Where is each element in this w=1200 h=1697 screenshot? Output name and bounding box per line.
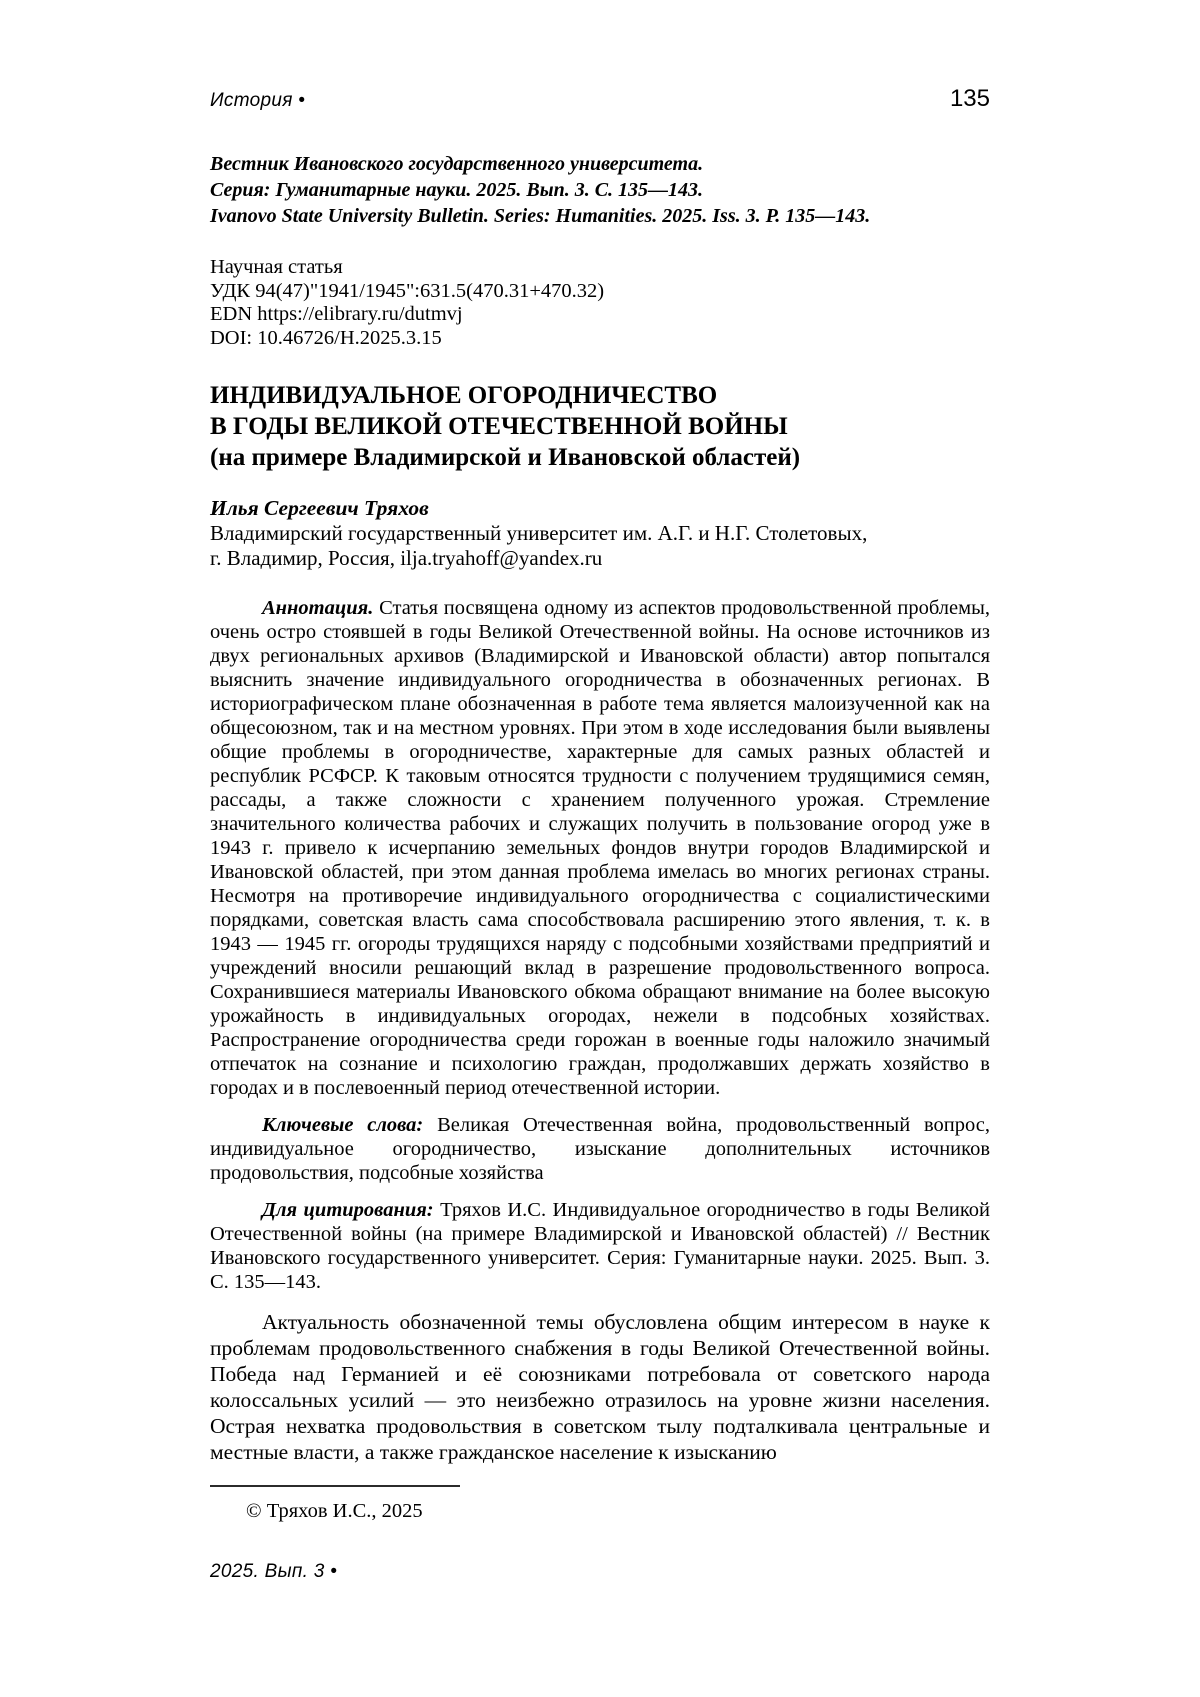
bulletin-info <box>210 151 990 229</box>
article-meta <box>210 256 990 350</box>
edn-line: EDN https://elibrary.ru/dutmvj <box>210 303 463 325</box>
article-title-line-3: (на примере Владимирской и Ивановской областей) <box>210 444 801 471</box>
running-header <box>210 85 990 113</box>
body-paragraph: Актуальность обозначенной темы обусловлена общим интересом в науке к проблемам продовольственного снабжения в годы Великой Отечественной войны. Победа над Германией и её союзниками потребовала от советского народа колоссальных усилий — это неизбежно отразилось на уровне жизни населения. Острая нехватка продовольствия в советском тылу подталкивала центральные и местные власти, а также гражданское население к изысканию <box>210 1310 990 1464</box>
page-number: 135 <box>949 85 990 112</box>
bulletin-line-ru-1: Вестник Ивановского государственного университета. <box>210 153 704 175</box>
copyright-note: © Тряхов И.С., 2025 <box>246 1500 423 1522</box>
journal-section-label: История • <box>210 90 306 111</box>
bulletin-line-en: Ivanovo State University Bulletin. Series: Humanities. 2025. Iss. 3. P. 135—143. <box>210 205 871 227</box>
article-title-line-1: ИНДИВИДУАЛЬНОЕ ОГОРОДНИЧЕСТВО <box>210 382 718 409</box>
footnote-block <box>210 1485 990 1523</box>
abstract-label: Аннотация. <box>262 597 374 619</box>
citation-label: Для цитирования: <box>262 1199 434 1221</box>
citation-text: Тряхов И.С. Индивидуальное огородничество в годы Великой Отечественной войны (на примере Владимирской и Ивановской областей) // Вестник Ивановского государственного университет. Серия: Гуманитарные науки. 2025. Вып. 3. С. 135—143. <box>210 1199 990 1293</box>
article-title-line-2: В ГОДЫ ВЕЛИКОЙ ОТЕЧЕСТВЕННОЙ ВОЙНЫ <box>210 413 788 440</box>
keywords-label: Ключевые слова: <box>262 1114 424 1136</box>
udc-line: УДК 94(47)"1941/1945":631.5(470.31+470.32) <box>210 279 605 302</box>
page-footer: 2025. Вып. 3 • <box>210 1561 338 1582</box>
doi-line: DOI: 10.46726/H.2025.3.15 <box>210 326 442 349</box>
keywords-text: Великая Отечественная война, продовольственный вопрос, индивидуальное огородничество, изыскание дополнительных источников продовольствия, подсобные хозяйства <box>210 1114 990 1184</box>
abstract-paragraph <box>210 596 990 1100</box>
abstract-text: Статья посвящена одному из аспектов продовольственной проблемы, очень остро стоявшей в годы Великой Отечественной войны. На основе источников из двух региональных архивов (Владимирской и Ивановской области) автор попытался выяснить значение индивидуального огородничества в обозначенных регионах. В историографическом плане обозначенная в работе тема является малоизученной как на общесоюзном, так и на местном уровнях. При этом в ходе исследования были выявлены общие проблемы в огородничестве, характерные для самых разных областей и республик РСФСР. К таковым относятся трудности с получением трудящимися семян, рассады, а также сложности с хранением полученного урожая. Стремление значительного количества рабочих и служащих получить в пользование огород уже в 1943 г. привело к исчерпанию земельных фондов внутри городов Владимирской и Ивановской областей, при этом данная проблема имелась во многих регионах страны. Несмотря на противоречие индивидуального огородничества с социалистическими порядками, советская власть сама способствовала расширению этого явления, т. к. в 1943 — 1945 гг. огороды трудящихся наряду с подсобными хозяйствами предприятий и учреждений вносили решающий вклад в разрешение продовольственного вопроса. Сохранившиеся материалы Ивановского обкома обращают внимание на более высокую урожайность в индивидуальных огородах, нежели в подсобных хозяйствах. Распространение огородничества среди горожан в военные годы наложило значимый отпечаток на сознание и психологию граждан, продолжавших держать хозяйство в городах и в послевоенный период отечественной истории. <box>210 597 990 1099</box>
author-affiliation-line-1: Владимирский государственный университет им. А.Г. и Н.Г. Столетовых, <box>210 521 868 545</box>
author-affiliation <box>210 521 990 571</box>
citation-paragraph <box>210 1198 990 1294</box>
author-name: Илья Сергеевич Тряхов <box>210 496 429 520</box>
keywords-paragraph <box>210 1113 990 1185</box>
bulletin-line-ru-2: Серия: Гуманитарные науки. 2025. Вып. 3. С. 135—143. <box>210 179 704 201</box>
footnote-rule <box>210 1485 460 1487</box>
author-affiliation-line-2: г. Владимир, Россия, ilja.tryahoff@yandex.ru <box>210 546 603 570</box>
article-title <box>210 380 990 473</box>
article-type: Научная статья <box>210 256 343 278</box>
